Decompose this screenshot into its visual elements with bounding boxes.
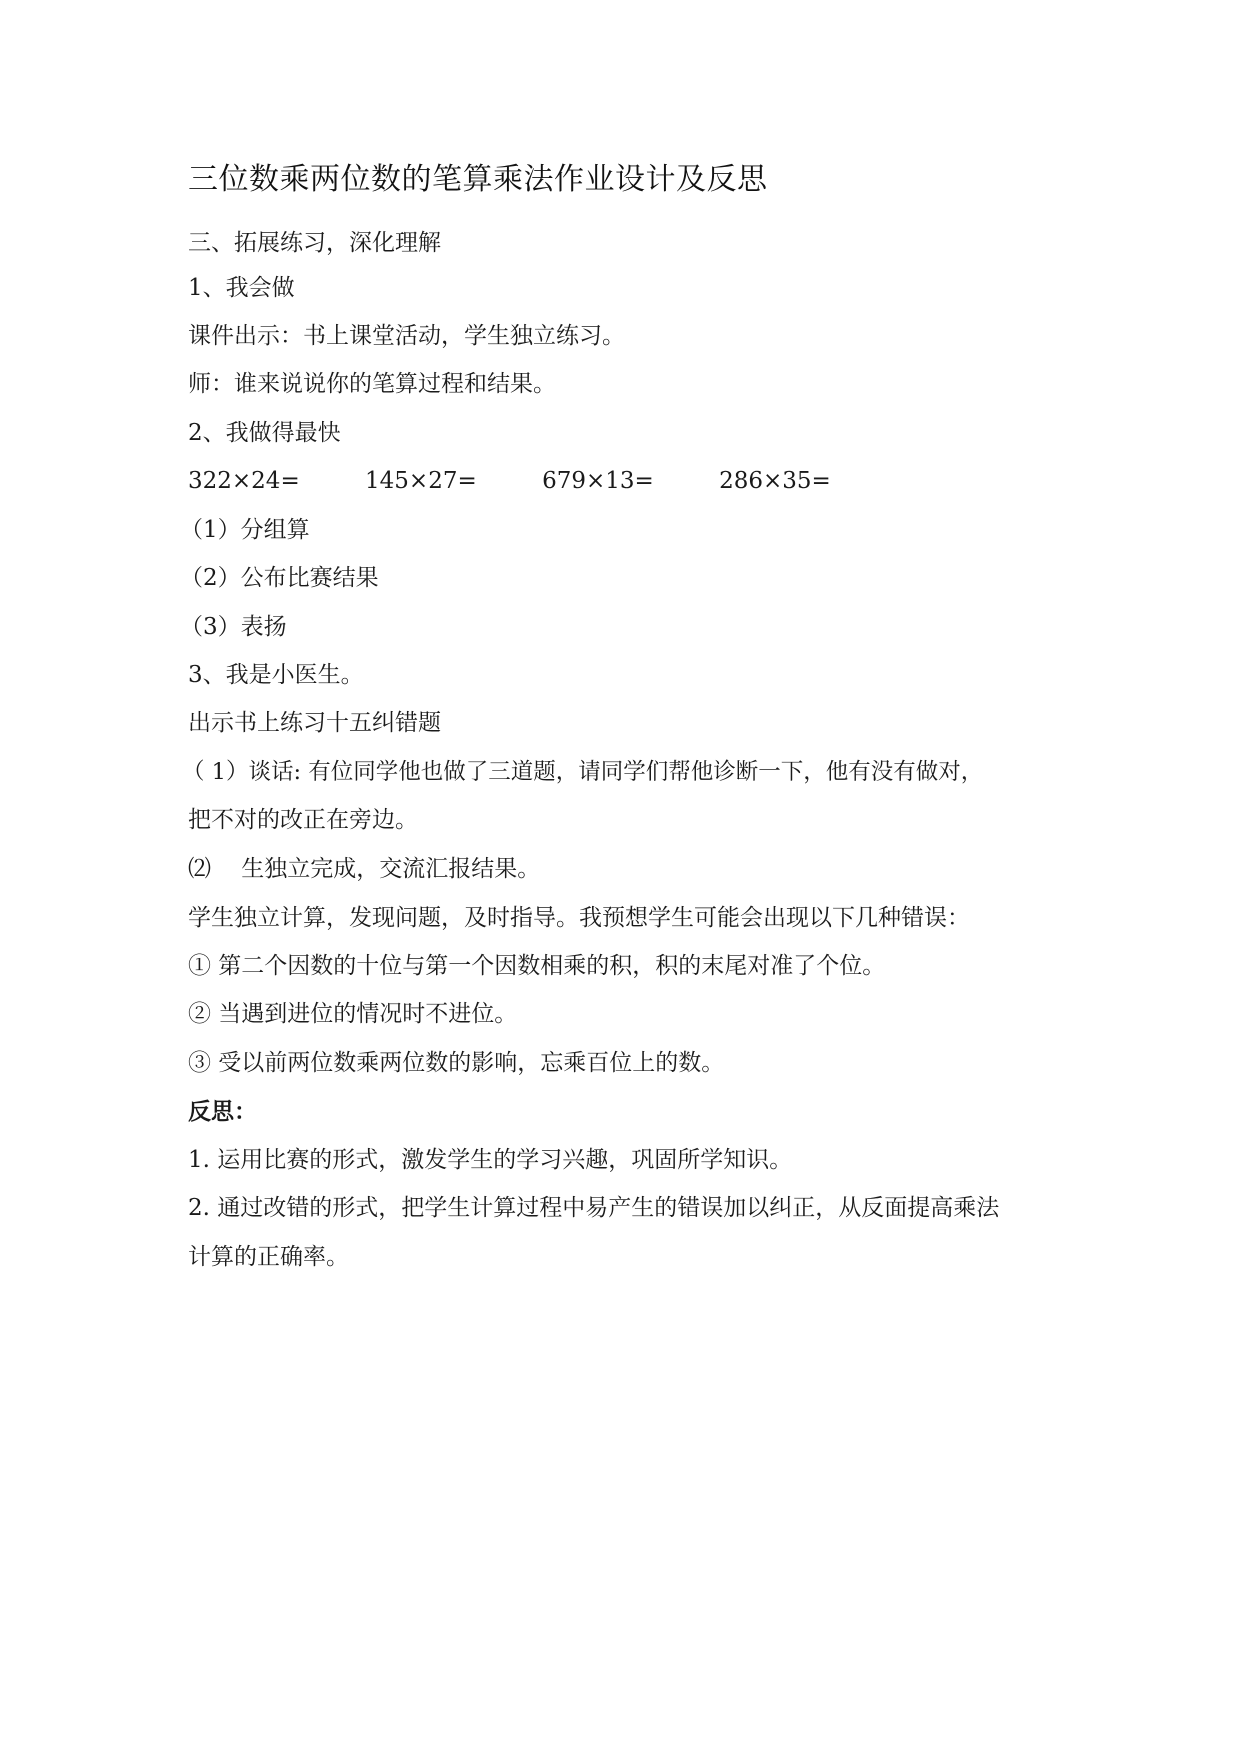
error-item-3: ③ 受以前两位数乘两位数的影响，忘乘百位上的数。 xyxy=(188,1050,725,1076)
item3-paragraph: 学生独立计算，发现问题，及时指导。我预想学生可能会出现以下几种错误： xyxy=(188,905,970,931)
item1-line2: 师：谁来说说你的笔算过程和结果。 xyxy=(188,371,556,397)
reflection-item-1: 1. 运用比赛的形式，激发学生的学习兴趣，巩固所学知识。 xyxy=(188,1147,793,1173)
item2-sub2: （2）公布比赛结果 xyxy=(180,565,379,591)
reflection-heading: 反思： xyxy=(188,1098,257,1125)
item3-line1: 出示书上练习十五纠错题 xyxy=(188,710,441,736)
reflection-item-2-line2: 计算的正确率。 xyxy=(188,1244,349,1270)
equations-row xyxy=(188,466,831,496)
item1-line1: 课件出示：书上课堂活动，学生独立练习。 xyxy=(188,323,625,349)
reflection-item-2-line1: 2. 通过改错的形式，把学生计算过程中易产生的错误加以纠正，从反面提高乘法 xyxy=(188,1195,1000,1221)
item2-sub1: （1）分组算 xyxy=(180,517,310,543)
item3-sub1-line2: 把不对的改正在旁边。 xyxy=(188,807,418,833)
item3-sub2: ⑵ 生独立完成，交流汇报结果。 xyxy=(188,856,541,882)
item1-heading: 1、我会做 xyxy=(188,275,295,301)
item2-sub3: （3）表扬 xyxy=(180,614,287,640)
equation: 145×27= xyxy=(365,468,477,494)
document-title: 三位数乘两位数的笔算乘法作业设计及反思 xyxy=(188,162,768,197)
item3-sub1-line1: （ 1）谈话: 有位同学他也做了三道题，请同学们帮他诊断一下，他有没有做对， xyxy=(182,759,984,785)
item2-heading: 2、我做得最快 xyxy=(188,420,341,446)
error-item-2: ② 当遇到进位的情况时不进位。 xyxy=(188,1001,518,1027)
equation: 322×24= xyxy=(188,468,300,494)
section3-heading: 三、拓展练习，深化理解 xyxy=(188,230,441,256)
equation: 286×35= xyxy=(719,468,831,494)
error-item-1: ① 第二个因数的十位与第一个因数相乘的积，积的末尾对准了个位。 xyxy=(188,953,886,979)
item3-heading: 3、我是小医生。 xyxy=(188,662,364,688)
equation: 679×13= xyxy=(542,468,654,494)
